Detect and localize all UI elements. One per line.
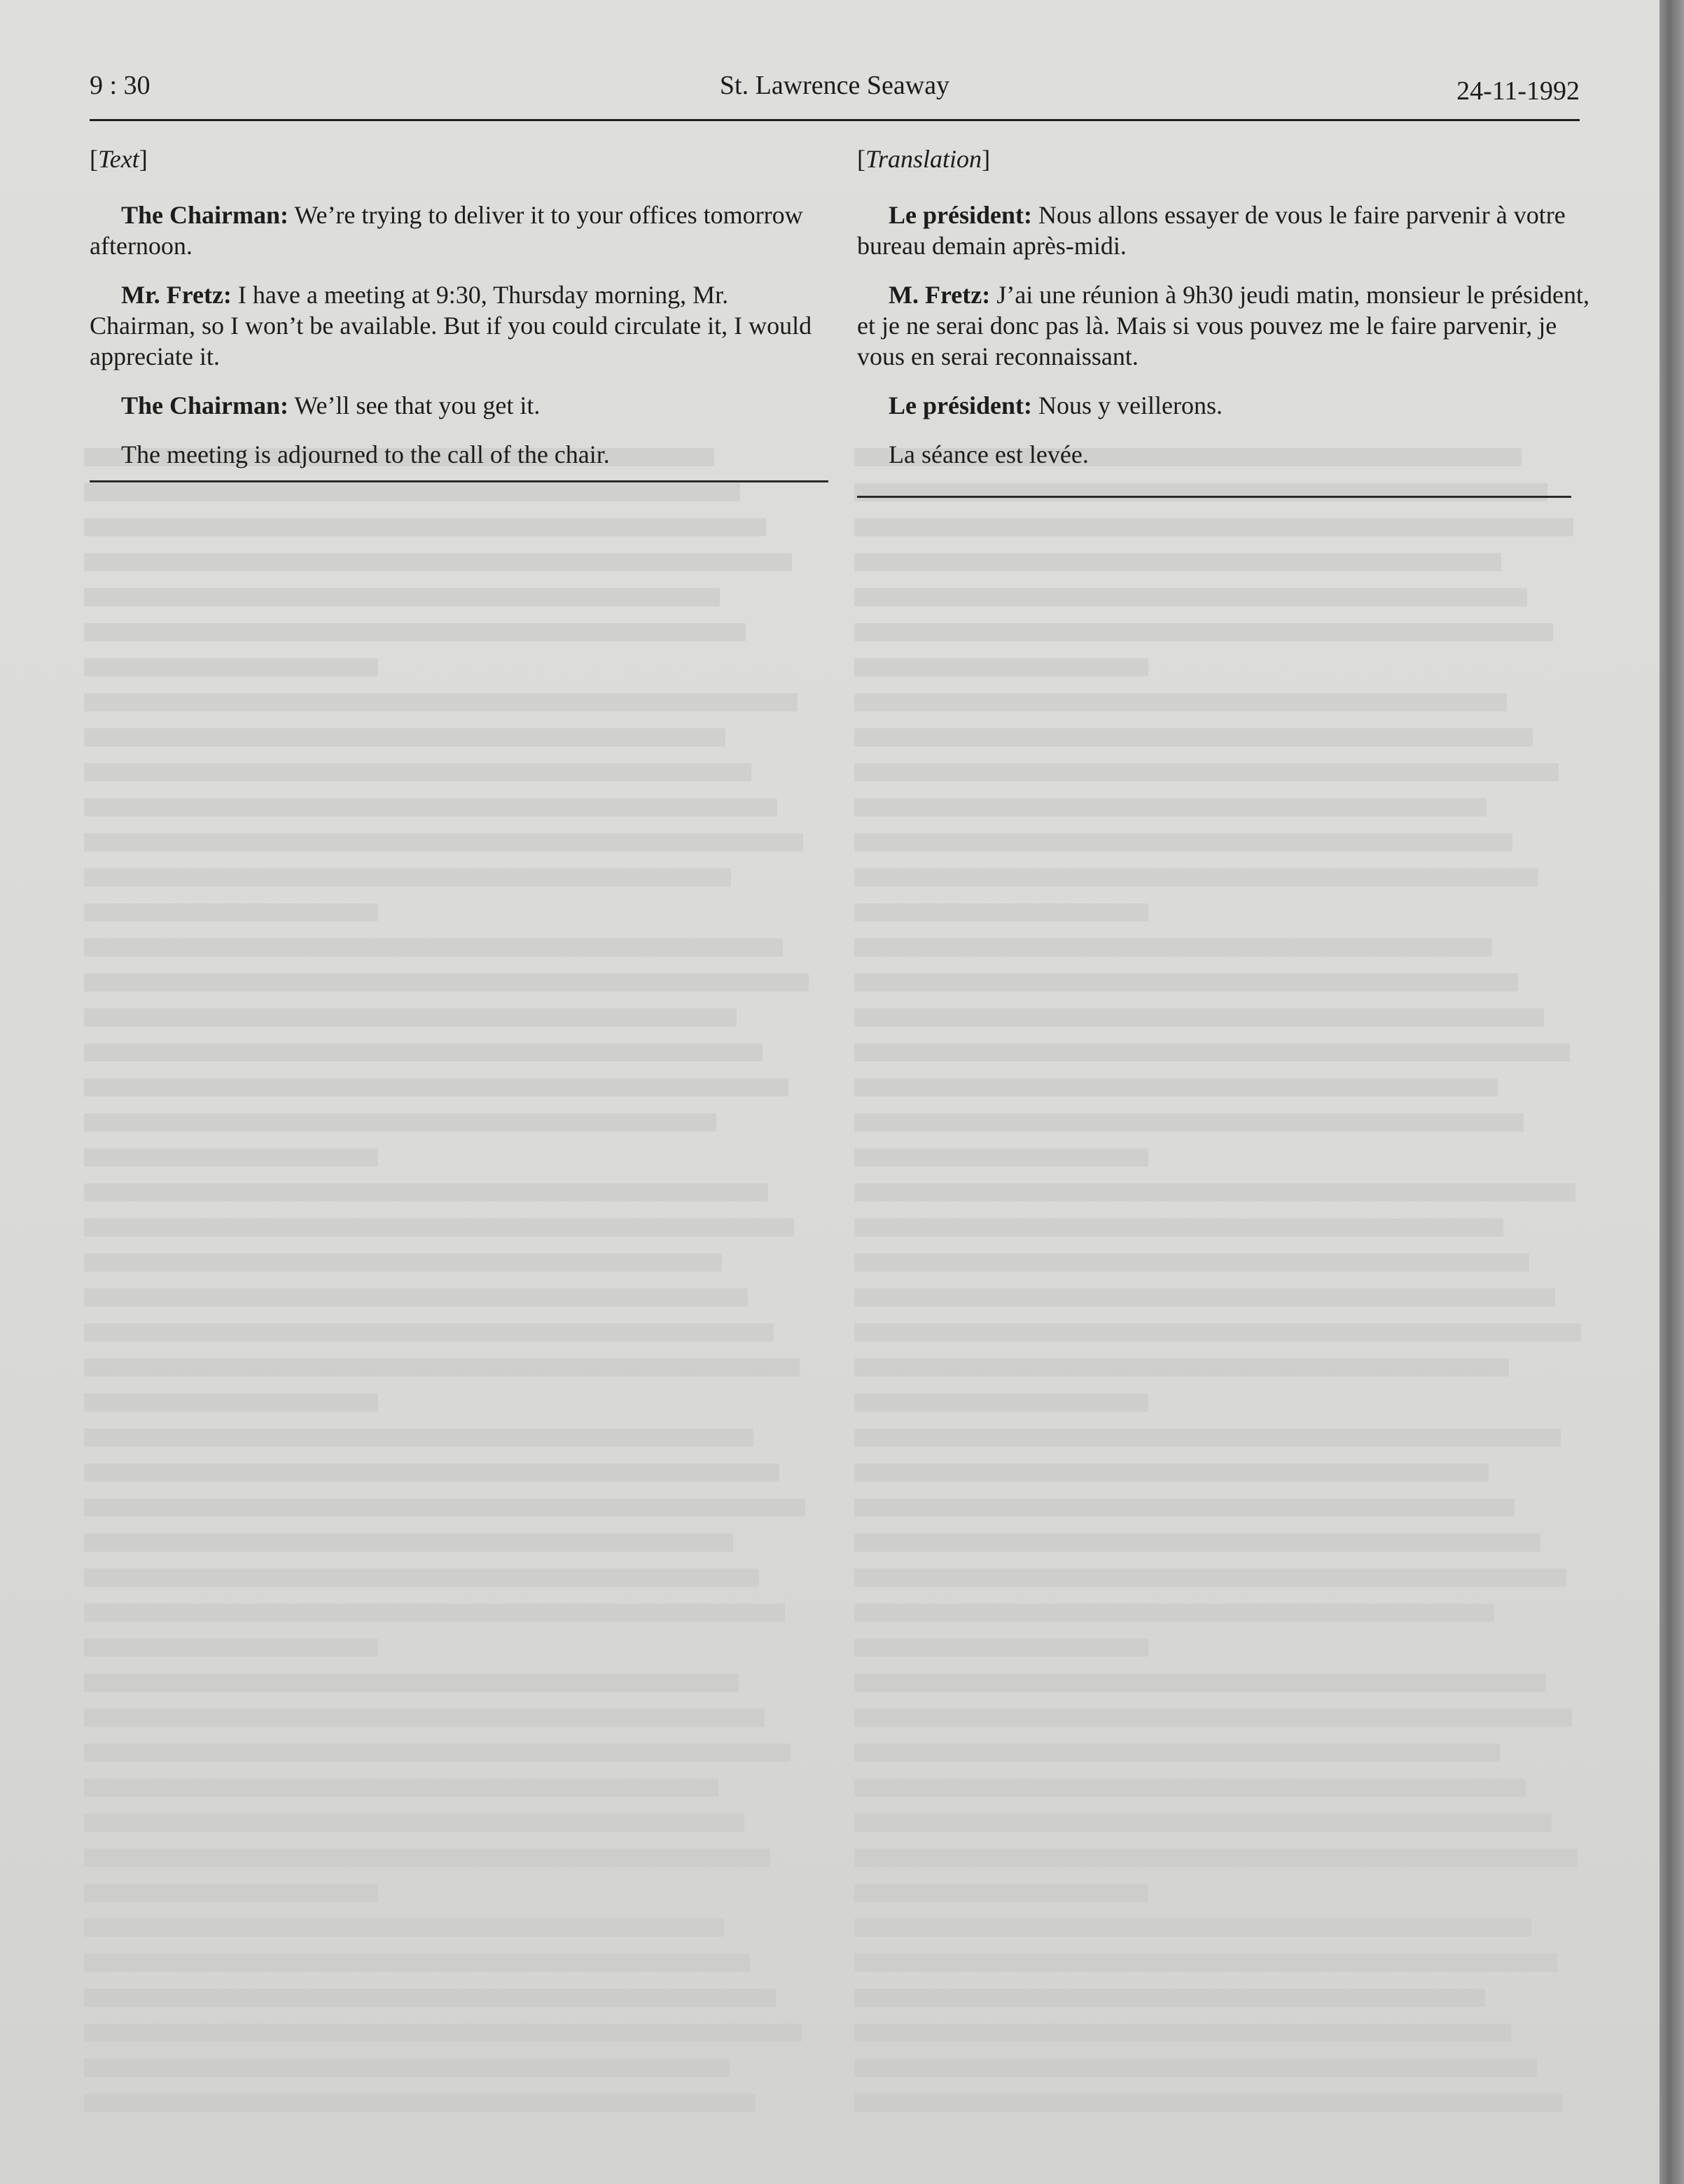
bleed-line [84,1253,722,1272]
bleed-line [854,1604,1494,1622]
speaker-name: Le président: [889,201,1032,229]
bleed-line [854,1779,1526,1797]
bleed-line [854,1218,1503,1237]
speech-text: The meeting is adjourned to the call of the chair. [121,440,610,468]
page-edge-shadow [1659,0,1684,2184]
speaker-name: The Chairman: [121,201,289,229]
bleed-line [854,1148,1148,1167]
speaker-name: Mr. Fretz: [121,281,232,309]
bleed-line [854,1008,1544,1027]
bleed-line [84,1849,770,1867]
bleed-line [84,1148,378,1167]
bleed-line [854,1463,1489,1482]
bleed-line [84,1884,378,1902]
bleed-line [854,1674,1546,1692]
speech-text: We’re trying to deliver it to your offices tomorrow afternoon. [90,201,803,260]
page-header [90,70,1580,119]
bleed-line [854,1884,1148,1902]
bleed-line [84,1919,724,1937]
column-tag-label: Text [98,145,139,173]
speech-text: I have a meeting at 9:30, Thursday morning, Mr. Chairman, so I won’t be available. But if you could circulate it, I would appreciate it. [90,281,812,370]
bleed-line [854,2094,1563,2112]
speaker-name: M. Fretz: [889,281,991,309]
bleed-line [84,1569,759,1587]
bleed-line [84,2094,756,2112]
bleed-line [84,1709,765,1727]
bleed-line [84,1428,753,1447]
bleed-through-texture [84,448,1589,2143]
transcript-paragraph [90,279,825,372]
transcript-paragraph [90,439,825,470]
bleed-line [854,1323,1581,1342]
bleed-line [84,1533,733,1552]
column-end-rule [857,496,1571,498]
transcript-paragraph [857,200,1592,261]
bleed-line [84,658,378,676]
bleed-line [84,2059,730,2077]
bleed-line [84,1358,800,1377]
speech-text: Nous y veillerons. [1031,391,1223,419]
bleed-line [854,1639,1148,1657]
bleed-line [84,1113,716,1132]
bleed-line [84,1954,750,1972]
bleed-line [84,1008,737,1027]
bleed-line [854,798,1487,816]
bleed-line [854,1569,1566,1587]
bleed-line [854,2059,1537,2077]
bleed-line [854,938,1492,957]
bleed-line [84,1639,378,1657]
bleed-line [854,1393,1148,1412]
bleed-line [84,588,720,606]
transcript-paragraph [857,279,1592,372]
bleed-line [84,1779,718,1797]
page-number: 9 : 30 [90,71,151,100]
bleed-line [84,763,751,781]
bleed-line [84,903,378,921]
bleed-line [854,973,1518,992]
bleed-line [854,1709,1572,1727]
bleed-line [854,1814,1552,1832]
bleed-line [854,1919,1531,1937]
bleed-line [854,1498,1515,1517]
french-column [857,144,1592,488]
bleed-line [84,938,783,957]
committee-title: St. Lawrence Seaway [719,71,950,100]
bleed-line [854,1288,1555,1307]
transcript-paragraph [90,200,825,261]
column-tag-label: Translation [865,145,982,173]
bleed-line [84,693,798,711]
bleed-line [854,553,1501,571]
bleed-line [854,1358,1509,1377]
bleed-line [84,623,746,641]
speech-text: J’ai une réunion à 9h30 jeudi matin, monsieur le président, et je ne serai donc pas là. Mais si vous pouvez me le faire parvenir, je vous en serai reconnaissant. [857,281,1590,370]
bleed-line [84,1323,774,1342]
bleed-line [854,1989,1485,2007]
bleed-line [84,1498,805,1517]
bleed-line [84,518,766,536]
bleed-line [84,1218,794,1237]
bleed-line [84,798,777,816]
bleed-line [854,518,1573,536]
bleed-line [854,1078,1498,1097]
bleed-line [854,1954,1557,1972]
bleed-line [854,1043,1570,1062]
bleed-line [84,1604,785,1622]
bleed-line [854,868,1538,886]
bleed-line [854,763,1559,781]
bleed-line [854,658,1148,676]
bleed-line [854,1428,1561,1447]
bleed-line [854,1744,1500,1762]
english-column [90,144,825,488]
bleed-line [84,728,725,746]
bleed-line [84,1078,788,1097]
header-divider [90,119,1580,121]
bleed-line [84,973,809,992]
bleed-line [854,1253,1529,1272]
speech-text: Nous allons essayer de vous le faire parvenir à votre bureau demain après-midi. [857,201,1566,260]
bleed-line [84,1183,768,1202]
page-date: 24-11-1992 [1456,76,1580,106]
column-tag: [Text] [90,145,148,173]
bleed-line [84,1393,378,1412]
bleed-line [854,1849,1578,1867]
bleed-line [84,833,803,851]
bleed-line [854,588,1527,606]
bleed-line [84,1814,744,1832]
column-end-rule [90,480,828,482]
speech-text: We’ll see that you get it. [288,391,541,419]
speech-text: La séance est levée. [889,440,1089,468]
bleed-line [854,2024,1511,2042]
bleed-line [84,1674,739,1692]
bleed-line [854,693,1507,711]
bleed-line [854,623,1553,641]
transcript-paragraph [90,390,825,421]
bleed-line [84,2024,802,2042]
bleed-line [84,1744,791,1762]
bleed-line [84,553,792,571]
bleed-line [84,1043,763,1062]
bleed-line [854,1183,1575,1202]
speaker-name: Le président: [889,391,1032,419]
bleed-line [84,1989,776,2007]
bleed-line [854,728,1533,746]
transcript-paragraph [857,439,1592,470]
bleed-line [854,1113,1524,1132]
bleed-line [854,1533,1540,1552]
bleed-line [854,833,1512,851]
speaker-name: The Chairman: [121,391,289,419]
transcript-paragraph [857,390,1592,421]
bleed-line [84,1463,779,1482]
bleed-line [854,903,1148,921]
bleed-line [84,868,731,886]
column-tag: [Translation] [857,145,991,173]
bleed-line [84,1288,748,1307]
